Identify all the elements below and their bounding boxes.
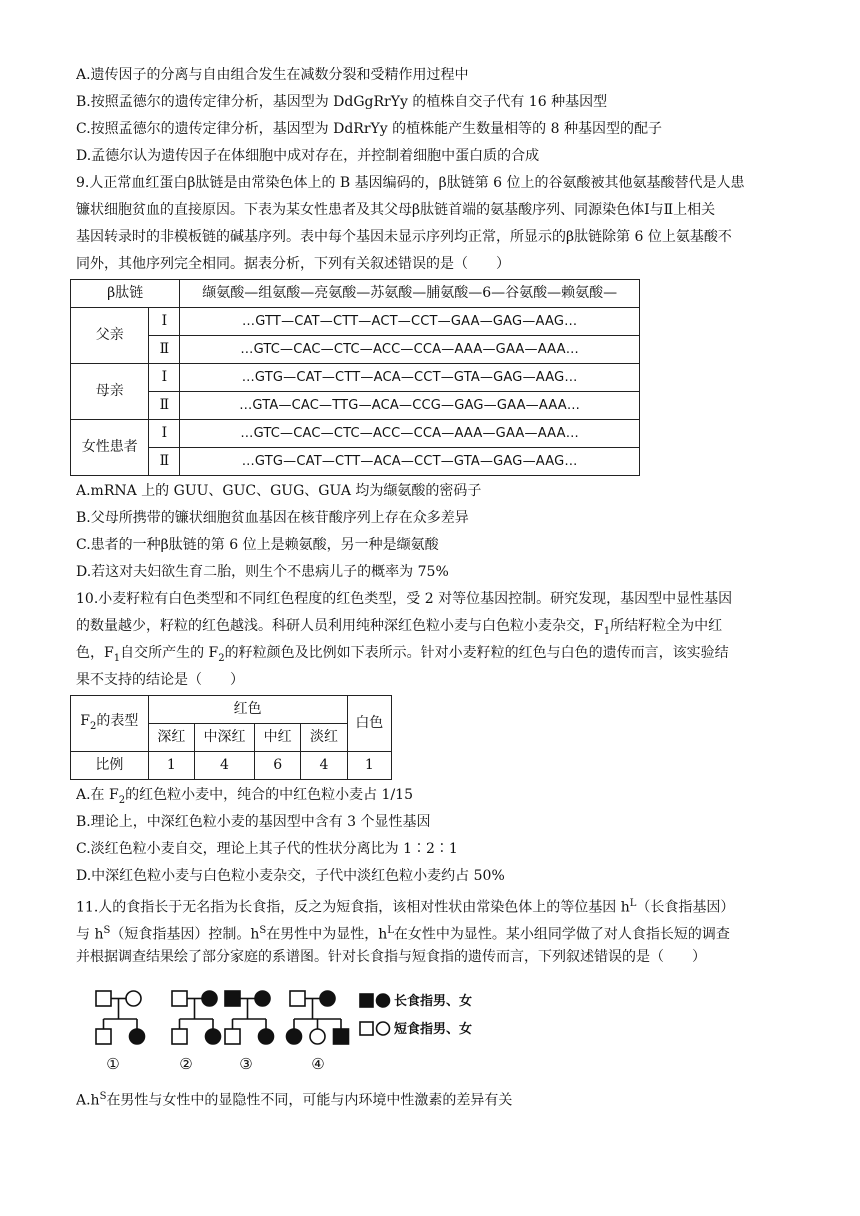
table-header-label: β肽链 (71, 280, 180, 308)
male-long-icon (225, 991, 240, 1006)
ratio-label: 比例 (71, 752, 149, 780)
ratio-cell: 4 (301, 752, 347, 780)
q8-options (76, 62, 796, 170)
family-label: ② (179, 1055, 193, 1073)
ratio-cell: 4 (194, 752, 254, 780)
col-mid-red: 中红 (255, 724, 301, 752)
sequence-cell: …GTT—CAT—CTT—ACT—CCT—GAA—GAG—AAG… (180, 308, 640, 336)
legend-long-label: 长食指男、女 (394, 994, 473, 1009)
q8-option-c: C.按照孟德尔的遗传定律分析，基因型为 DdRrYy 的植株能产生数量相等的 8 种基因型的配子 (76, 121, 662, 137)
q8-option-a: A.遗传因子的分离与自由组合发生在减数分裂和受精作用过程中 (76, 67, 469, 83)
pedigree-figure (80, 981, 496, 1077)
male-long-icon (334, 1029, 349, 1044)
male-short-icon (172, 991, 187, 1006)
female-long-icon (206, 1029, 221, 1044)
q10-stem-line: 果不支持的结论是（ ） (76, 672, 244, 688)
male-short-icon (96, 991, 111, 1006)
chromosome-label: Ⅱ (149, 392, 180, 420)
phenotype-label: $F_2$的表型 (71, 696, 149, 752)
q11-stem-line: 与 $h^S$（短食指基因）控制。$h^S$在男性中为显性，$h^L$在女性中为显性。某小组同学做了对人食指长短的调查 (76, 925, 730, 943)
sequence-cell: …GTC—CAC—CTC—ACC—CCA—AAA—GAA—AAA… (180, 420, 640, 448)
ratio-cell: 1 (148, 752, 194, 780)
male-short-icon (172, 1029, 187, 1044)
female-long-icon (259, 1029, 274, 1044)
sequence-cell: …GTG—CAT—CTT—ACA—CCT—GTA—GAG—AAG… (180, 364, 640, 392)
q9-stem-line: 9.人正常血红蛋白β肽链是由常染色体上的 B 基因编码的，β肽链第 6 位上的谷氨酸被其他氨基酸替代是人患 (76, 175, 745, 191)
family-label: ① (106, 1055, 120, 1073)
q9-option-d: D.若这对夫妇欲生育二胎，则生个不患病儿子的概率为 75% (76, 564, 449, 580)
ratio-cell: 6 (255, 752, 301, 780)
q9-option-c: C.患者的一种β肽链的第 6 位上是赖氨酸，另一种是缬氨酸 (76, 537, 439, 553)
q11-stem-line: 并根据调查结果绘了部分家庭的系谱图。针对长食指与短食指的遗传而言，下列叙述错误的是（ ） (76, 949, 706, 965)
q10-stem-line: 的数量越少，籽粒的红色越浅。科研人员利用纯种深红色粒小麦与白色粒小麦杂交，$F_1$所结籽粒全为中红 (76, 618, 723, 637)
q10-option-a: A.在 $F_2$的红色粒小麦中，纯合的中红色粒小麦占 1/15 (76, 787, 413, 806)
chromosome-label: Ⅰ (149, 364, 180, 392)
female-long-icon (320, 991, 335, 1006)
person-female-patient: 女性患者 (71, 420, 149, 476)
female-long-icon (202, 991, 217, 1006)
q11 (76, 890, 796, 1110)
table-header-sequence: 缬氨酸—组氨酸—亮氨酸—苏氨酸—脯氨酸—6—谷氨酸—赖氨酸— (180, 280, 640, 308)
person-mother: 母亲 (71, 364, 149, 420)
sequence-cell: …GTA—CAC—TTG—ACA—CCG—GAG—GAA—AAA… (180, 392, 640, 420)
q10-stem-line: 10.小麦籽粒有白色类型和不同红色程度的红色类型，受 2 对等位基因控制。研究发现，基因型中显性基因 (76, 591, 733, 607)
q8-option-b: B.按照孟德尔的遗传定律分析，基因型为 DdGgRrYy 的植株自交子代有 16 种基因型 (76, 94, 608, 110)
female-long-icon (130, 1029, 145, 1044)
q10-option-c: C.淡红色粒小麦自交，理论上其子代的性状分离比为 1∶2∶1 (76, 841, 458, 857)
chromosome-label: Ⅱ (149, 336, 180, 364)
male-short-icon (225, 1029, 240, 1044)
sequence-cell: …GTG—CAT—CTT—ACA—CCT—GTA—GAG—AAG… (180, 448, 640, 476)
q10-ratio-table (70, 695, 392, 780)
male-short-icon (290, 991, 305, 1006)
q9-stem-line: 镰状细胞贫血的直接原因。下表为某女性患者及其父母β肽链首端的氨基酸序列、同源染色体Ⅰ与Ⅱ上相关 (76, 202, 716, 218)
q10-option-b: B.理论上，中深红色粒小麦的基因型中含有 3 个显性基因 (76, 814, 431, 830)
exam-page (76, 62, 796, 1110)
white-header: 白色 (347, 696, 391, 752)
chromosome-label: Ⅱ (149, 448, 180, 476)
q9-sequence-table (70, 279, 640, 476)
q11-stem-line: 11.人的食指长于无名指为长食指，反之为短食指，该相对性状由常染色体上的等位基因 $h^L$（长食指基因） (76, 898, 735, 916)
sequence-cell: …GTC—CAC—CTC—ACC—CCA—AAA—GAA—AAA… (180, 336, 640, 364)
q9-option-b: B.父母所携带的镰状细胞贫血基因在核苷酸序列上存在众多差异 (76, 510, 469, 526)
pedigree-chart (80, 981, 496, 1077)
q8-option-d: D.孟德尔认为遗传因子在体细胞中成对存在，并控制着细胞中蛋白质的合成 (76, 148, 540, 164)
col-light-red: 淡红 (301, 724, 347, 752)
person-father: 父亲 (71, 308, 149, 364)
chromosome-label: Ⅰ (149, 420, 180, 448)
female-short-icon (310, 1029, 325, 1044)
q9 (76, 170, 796, 586)
male-short-icon (96, 1029, 111, 1044)
female-long-icon (287, 1029, 302, 1044)
legend-female-long-icon (377, 994, 390, 1007)
legend-male-long-icon (360, 994, 373, 1007)
q11-option-a: $A.h^S$在男性与女性中的显隐性不同，可能与内环境中性激素的差异有关 (76, 1091, 513, 1109)
female-long-icon (255, 991, 270, 1006)
chromosome-label: Ⅰ (149, 308, 180, 336)
q9-stem-line: 同外，其他序列完全相同。据表分析，下列有关叙述错误的是（ ） (76, 256, 510, 272)
red-header: 红色 (148, 696, 347, 724)
legend-short-label: 短食指男、女 (394, 1022, 473, 1037)
female-short-icon (126, 991, 141, 1006)
legend-female-short-icon (377, 1022, 390, 1035)
family-label: ④ (311, 1055, 325, 1073)
family-label: ③ (239, 1055, 253, 1073)
col-mid-deep-red: 中深红 (194, 724, 254, 752)
col-deep-red: 深红 (148, 724, 194, 752)
ratio-cell: 1 (347, 752, 391, 780)
q10-option-d: D.中深红色粒小麦与白色粒小麦杂交，子代中淡红色粒小麦约占 50% (76, 868, 505, 884)
q10-stem-line: 色，$F_1$自交所产生的 $F_2$的籽粒颜色及比例如下表所示。针对小麦籽粒的红色与白色的遗传而言，该实验结 (76, 645, 729, 664)
q10 (76, 586, 796, 890)
legend-male-short-icon (360, 1022, 373, 1035)
q9-stem-line: 基因转录时的非模板链的碱基序列。表中每个基因未显示序列均正常，所显示的β肽链除第 6 位上氨基酸不 (76, 229, 732, 245)
q9-option-a: A.mRNA 上的 GUU、GUC、GUG、GUA 均为缬氨酸的密码子 (76, 483, 482, 499)
